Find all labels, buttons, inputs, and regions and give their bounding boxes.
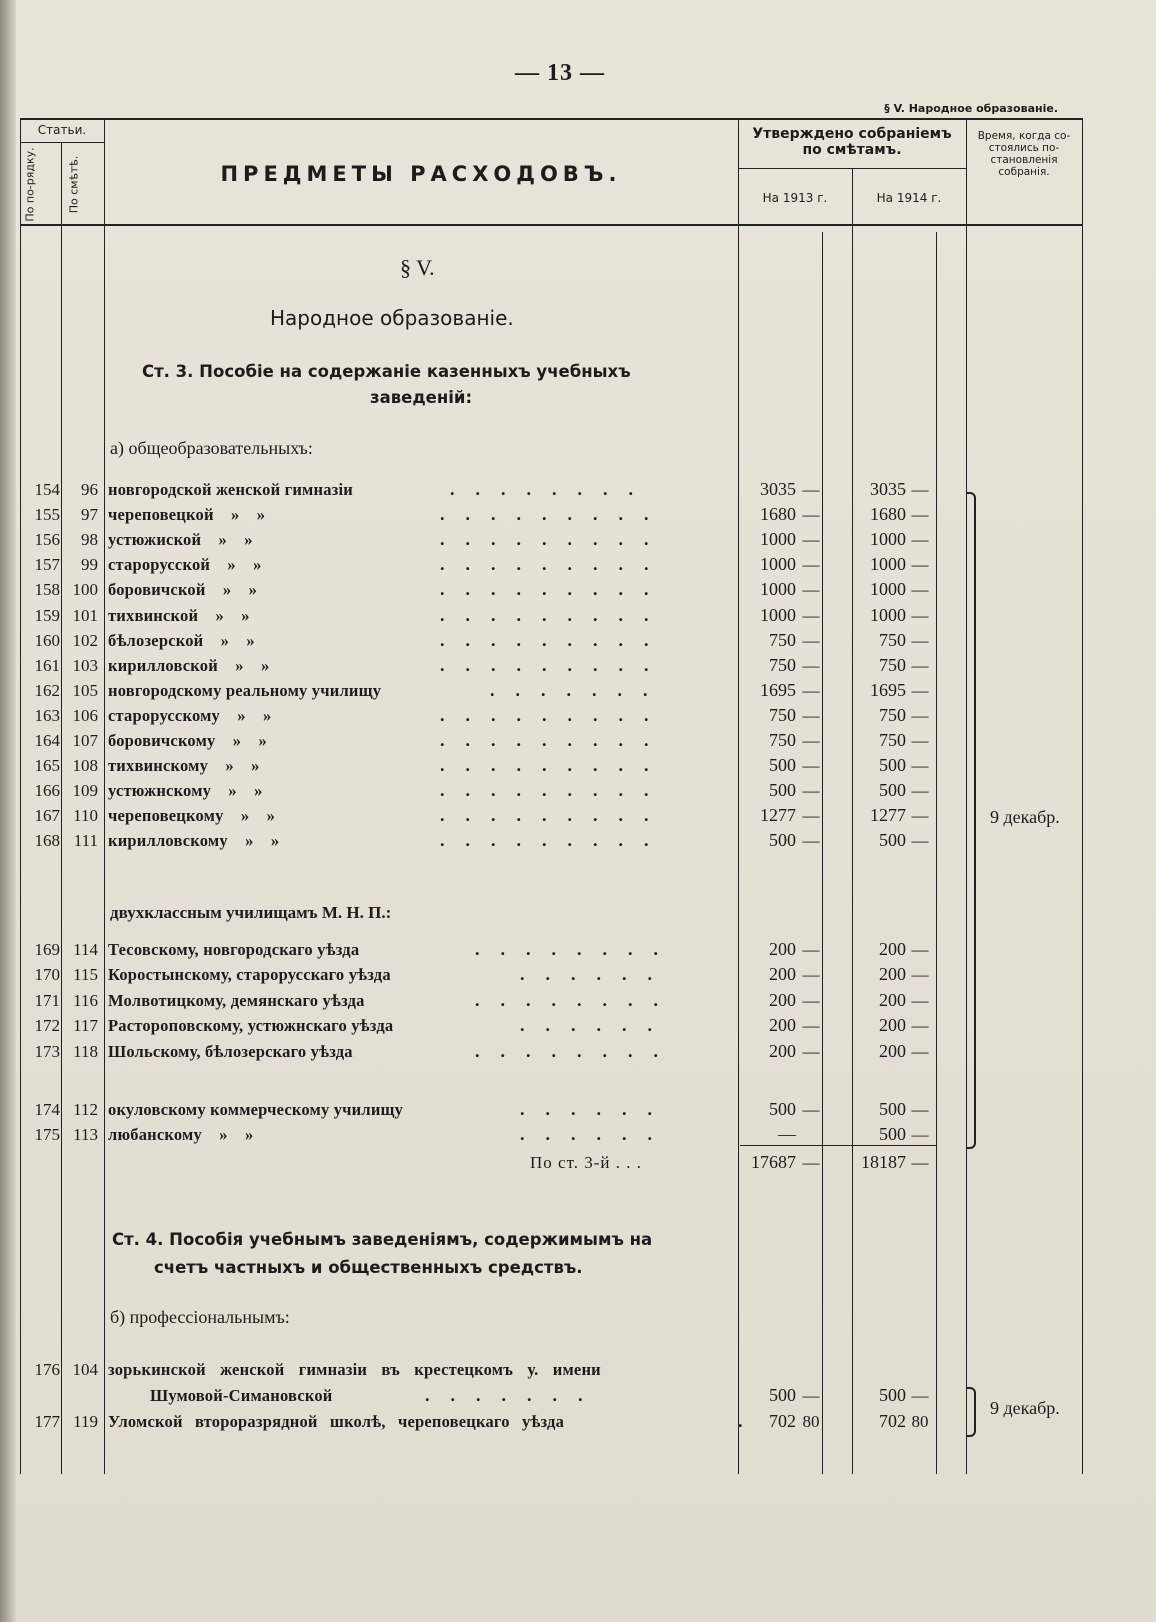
- value-1913-kop: —: [802, 630, 820, 650]
- table-row: [20, 1409, 935, 1434]
- value-1914-kop: —: [911, 1100, 929, 1119]
- value-1913: 500: [769, 830, 796, 851]
- item-name: Шольскому, бѣлозерскаго уѣзда: [108, 1041, 353, 1061]
- brace-1: [966, 492, 976, 1149]
- leader-dots: .: [738, 1411, 764, 1431]
- row-number: 171: [34, 990, 60, 1010]
- value-1913: 500: [769, 780, 796, 801]
- total-1914: 18187: [861, 1152, 906, 1172]
- estimate-number: 96: [81, 480, 98, 499]
- leader-dots: .........: [440, 780, 670, 801]
- row-number: 157: [34, 555, 60, 575]
- table-row: [20, 603, 935, 628]
- value-1913: 1000: [760, 529, 796, 550]
- value-1913: 750: [769, 629, 796, 650]
- item-name: Растороповскому, устюжнскаго уѣзда: [108, 1016, 394, 1036]
- estimate-number: 108: [72, 756, 98, 776]
- row-number: 154: [34, 480, 60, 499]
- header-bottom-rule: [20, 224, 1082, 226]
- value-1914-kop: —: [911, 705, 929, 725]
- col-line-6: [936, 232, 937, 1474]
- value-1913-kop: —: [802, 1100, 820, 1119]
- value-1914-kop: —: [911, 781, 929, 801]
- header-po-poryadku: По по-рядку.: [23, 147, 37, 222]
- row-number: 170: [34, 965, 60, 985]
- leader-dots: ......: [520, 1124, 673, 1144]
- table-row: [20, 1013, 935, 1038]
- row-number: 155: [34, 505, 60, 525]
- value-1913: 500: [769, 1099, 796, 1119]
- brace-2: [966, 1387, 976, 1437]
- table-row: [20, 502, 935, 527]
- estimate-number: 119: [73, 1412, 98, 1431]
- value-1914: 200: [879, 939, 906, 959]
- value-1914-kop: —: [911, 605, 929, 625]
- leader-dots: .........: [440, 529, 670, 550]
- item-name: бѣлозерской » »: [108, 630, 255, 650]
- col-line-8: [1082, 118, 1083, 1474]
- value-1913: 200: [769, 1040, 796, 1061]
- value-1914-kop: —: [911, 940, 929, 959]
- value-1913: 702: [769, 1411, 796, 1431]
- estimate-number: 111: [73, 831, 98, 851]
- value-1913-kop: —: [802, 480, 820, 499]
- estimate-number: 115: [73, 965, 98, 985]
- item-name: устюжиской » »: [108, 530, 253, 550]
- item-name: старорусскому » »: [108, 705, 272, 725]
- brace-label-2: 9 декабр.: [990, 1398, 1060, 1418]
- value-1913: 750: [769, 704, 796, 725]
- table-row: [20, 937, 935, 962]
- table-row: [20, 1383, 935, 1408]
- item-name: новгородскому реальному училищу: [108, 680, 382, 700]
- table-row: [20, 753, 935, 778]
- row-number: 167: [34, 806, 60, 826]
- estimate-number: 109: [72, 781, 98, 801]
- value-1913: —: [778, 1124, 796, 1144]
- table-row: [20, 1039, 935, 1064]
- leader-dots: ......: [520, 964, 673, 985]
- st4-title-line1: Ст. 4. Пособія учебнымъ заведеніямъ, содержимымъ на: [112, 1230, 653, 1249]
- row-number: 172: [34, 1016, 60, 1036]
- table-row: [20, 1097, 935, 1122]
- value-1914-kop: —: [911, 1041, 929, 1061]
- value-1914-kop: —: [911, 965, 929, 985]
- item-name: устюжнскому » »: [108, 781, 263, 801]
- section-sign: § V.: [400, 255, 435, 280]
- value-1914: 500: [879, 780, 906, 801]
- leader-dots: ........: [450, 479, 654, 499]
- row-number: 174: [34, 1100, 60, 1119]
- row-number: 166: [34, 781, 60, 801]
- table-row: [20, 1122, 935, 1147]
- statyi-rule: [20, 142, 104, 143]
- value-1913-kop: —: [802, 940, 820, 959]
- leader-dots: .........: [440, 755, 670, 776]
- value-1913-kop: —: [802, 1041, 820, 1061]
- st3-title-line1: Ст. 3. Пособіе на содержаніе казенныхъ учебныхъ: [142, 362, 631, 381]
- estimate-number: 113: [73, 1125, 98, 1144]
- leader-dots: .......: [490, 679, 669, 700]
- subhead-b: б) профессіональнымъ:: [110, 1307, 290, 1327]
- row-number: 169: [34, 940, 60, 959]
- row-number: 164: [34, 731, 60, 750]
- total-1914-kop: —: [911, 1153, 929, 1172]
- value-1914: 3035: [870, 479, 906, 499]
- value-1914-kop: —: [911, 480, 929, 499]
- value-1913: 200: [769, 1015, 796, 1036]
- item-name: кирилловскому » »: [108, 831, 280, 851]
- row-number: 161: [34, 655, 60, 675]
- value-1914: 750: [879, 730, 906, 750]
- table-row: [20, 653, 935, 678]
- total-top-rule: [740, 1145, 936, 1146]
- value-1913-kop: —: [802, 555, 820, 575]
- estimate-number: 99: [81, 555, 98, 575]
- value-1913: 500: [769, 1385, 796, 1405]
- value-1914-kop: —: [911, 530, 929, 550]
- value-1913-kop: —: [802, 1386, 820, 1405]
- value-1914: 750: [879, 704, 906, 725]
- table-row: [20, 703, 935, 728]
- leader-dots: .........: [440, 554, 670, 575]
- value-1914-kop: —: [911, 655, 929, 675]
- table-row: [20, 527, 935, 552]
- header-year-1914: На 1914 г.: [876, 191, 942, 205]
- row-number: 156: [34, 530, 60, 550]
- item-name: боровичскому » »: [108, 731, 267, 750]
- value-1913: 1000: [760, 579, 796, 600]
- value-1913-kop: —: [802, 505, 820, 525]
- row-number: 162: [34, 680, 60, 700]
- value-1913: 1277: [760, 805, 796, 826]
- item-name: старорусской » »: [108, 555, 262, 575]
- value-1914: 1695: [870, 679, 906, 700]
- table-row: [20, 988, 935, 1013]
- value-1913: 1680: [760, 504, 796, 525]
- value-1914-kop: —: [911, 1125, 929, 1144]
- section-title: Народное образованіе.: [270, 306, 514, 330]
- item-name: тихвинской » »: [108, 605, 250, 625]
- value-1914: 750: [879, 654, 906, 675]
- table-row: [20, 628, 935, 653]
- estimate-number: 114: [73, 940, 98, 959]
- value-1914-kop: —: [911, 580, 929, 600]
- estimate-number: 98: [81, 530, 98, 550]
- value-1914-kop: —: [911, 555, 929, 575]
- value-1914-kop: —: [911, 731, 929, 750]
- table-row: [20, 803, 935, 828]
- value-1914: 1000: [870, 579, 906, 600]
- table-row: [20, 577, 935, 602]
- value-1914: 500: [879, 1099, 906, 1119]
- leader-dots: ........: [475, 989, 679, 1010]
- value-1913: 3035: [760, 479, 796, 499]
- value-1913-kop: —: [802, 781, 820, 801]
- value-1913-kop: —: [802, 530, 820, 550]
- item-name: любанскому » »: [108, 1125, 254, 1144]
- row-number: 175: [34, 1125, 60, 1144]
- value-1913: 750: [769, 730, 796, 750]
- value-1914-kop: —: [911, 990, 929, 1010]
- total-1913: 17687: [751, 1152, 796, 1172]
- estimate-number: 103: [72, 655, 98, 675]
- estimate-number: 97: [81, 505, 98, 525]
- brace-label-1: 9 декабр.: [990, 807, 1060, 827]
- estimate-number: 118: [73, 1041, 98, 1061]
- value-1914-kop: —: [911, 680, 929, 700]
- leader-dots: .........: [440, 805, 670, 826]
- table-row: [20, 477, 935, 502]
- item-name: Коростынскому, старорусскаго уѣзда: [108, 965, 391, 985]
- item-name: Тесовскому, новгородскаго уѣзда: [108, 940, 360, 959]
- value-1914: 200: [879, 989, 906, 1010]
- leader-dots: .........: [440, 604, 670, 625]
- leader-dots: ......: [520, 1099, 673, 1119]
- value-1913: 750: [769, 654, 796, 675]
- estimate-number: 101: [72, 605, 98, 625]
- leader-dots: .........: [440, 830, 670, 851]
- estimate-number: 112: [73, 1100, 98, 1119]
- value-1914-kop: —: [911, 1016, 929, 1036]
- estimate-number: 117: [73, 1016, 98, 1036]
- row-number: 159: [34, 605, 60, 625]
- total-1913-kop: —: [802, 1153, 820, 1172]
- item-name: череповецкой » »: [108, 505, 266, 525]
- item-name: новгородской женской гимназіи: [108, 480, 353, 499]
- row-number: 160: [34, 630, 60, 650]
- table-top-rule: [20, 118, 1082, 120]
- value-1914-kop: —: [911, 806, 929, 826]
- value-1914: 1000: [870, 554, 906, 575]
- value-1914: 500: [879, 1385, 906, 1405]
- value-1913: 200: [769, 939, 796, 959]
- row-number: 163: [34, 705, 60, 725]
- row-number: 168: [34, 831, 60, 851]
- row-number: 176: [34, 1360, 60, 1379]
- item-name: череповецкому » »: [108, 806, 276, 826]
- estimate-number: 100: [72, 580, 98, 600]
- value-1914: 1680: [870, 504, 906, 525]
- value-1914: 500: [879, 830, 906, 851]
- value-1913-kop: —: [802, 680, 820, 700]
- table-row: [20, 828, 935, 853]
- value-1914-kop: —: [911, 630, 929, 650]
- value-1913-kop: —: [802, 580, 820, 600]
- value-1914: 200: [879, 964, 906, 985]
- value-1914: 1277: [870, 805, 906, 826]
- leader-dots: .........: [440, 579, 670, 600]
- st3-title-line2: заведеній:: [370, 388, 473, 407]
- value-1914-kop: —: [911, 831, 929, 851]
- header-po-smete: По смѣтѣ.: [67, 155, 81, 214]
- value-1913-kop: —: [802, 756, 820, 776]
- estimate-number: 104: [72, 1360, 98, 1379]
- subhead-a: а) общеобразовательныхъ:: [110, 438, 313, 458]
- value-1913-kop: —: [802, 1016, 820, 1036]
- estimate-number: 107: [72, 731, 98, 750]
- value-1914: 1000: [870, 529, 906, 550]
- page-binding-edge: [0, 0, 16, 1622]
- value-1913-kop: —: [802, 655, 820, 675]
- table-row: [20, 962, 935, 987]
- table-row: [20, 552, 935, 577]
- header-approved: Утверждено собраніемъ по смѣтамъ.: [752, 126, 952, 159]
- page-number: — 13 —: [515, 60, 605, 86]
- header-statyi: Статьи.: [37, 123, 87, 137]
- item-name: кирилловской » »: [108, 655, 270, 675]
- value-1914: 500: [879, 1124, 906, 1144]
- value-1914-kop: —: [911, 505, 929, 525]
- value-1913-kop: —: [802, 705, 820, 725]
- leader-dots: .........: [440, 504, 670, 525]
- header-title: ПРЕДМЕТЫ РАСХОДОВЪ.: [220, 162, 622, 186]
- estimate-number: 110: [73, 806, 98, 826]
- value-1913-kop: —: [802, 731, 820, 750]
- value-1913-kop: —: [802, 605, 820, 625]
- leader-dots: .......: [425, 1385, 604, 1405]
- value-1913: 1000: [760, 554, 796, 575]
- estimate-number: 106: [72, 705, 98, 725]
- subhead-mnp: двухклассным училищамъ М. Н. П.:: [110, 903, 392, 922]
- leader-dots: ........: [475, 939, 679, 959]
- leader-dots: ........: [475, 1040, 679, 1061]
- value-1913: 500: [769, 755, 796, 776]
- row-number: 158: [34, 580, 60, 600]
- estimate-number: 105: [72, 680, 98, 700]
- table-row: [20, 778, 935, 803]
- header-time: Время, когда со-стоялись по-становленія собранія.: [977, 130, 1071, 179]
- value-1914-kop: —: [911, 756, 929, 776]
- row-number: 165: [34, 756, 60, 776]
- value-1914: 702: [879, 1411, 906, 1431]
- value-1914: 200: [879, 1015, 906, 1036]
- value-1913: 1695: [760, 679, 796, 700]
- value-1914: 1000: [870, 604, 906, 625]
- table-row: [20, 1357, 935, 1382]
- value-1913-kop: —: [802, 831, 820, 851]
- leader-dots: .........: [440, 704, 670, 725]
- running-header: § V. Народное образованіе.: [884, 102, 1058, 115]
- total-label: По ст. 3-й . . .: [530, 1153, 642, 1172]
- header-year-1913: На 1913 г.: [762, 191, 828, 205]
- leader-dots: .........: [440, 629, 670, 650]
- value-1914: 500: [879, 755, 906, 776]
- leader-dots: ......: [520, 1015, 673, 1036]
- item-name: боровичской » »: [108, 580, 258, 600]
- item-name: окуловскому коммерческому училищу: [108, 1100, 404, 1119]
- leader-dots: .........: [440, 730, 670, 750]
- total-row: [20, 1150, 935, 1175]
- value-1913: 200: [769, 989, 796, 1010]
- item-name: Уломской второразрядной школѣ, череповецкаго уѣзда: [108, 1412, 565, 1431]
- leader-dots: .........: [440, 654, 670, 675]
- item-name: Молвотицкому, демянскаго уѣзда: [108, 990, 365, 1010]
- value-1913: 1000: [760, 604, 796, 625]
- value-1914-kop: 80: [911, 1412, 929, 1431]
- value-1913-kop: —: [802, 965, 820, 985]
- item-name: зорькинской женской гимназіи въ крестецкомъ у. имени: [108, 1360, 601, 1379]
- value-1914: 200: [879, 1040, 906, 1061]
- item-name: тихвинскому » »: [108, 756, 260, 776]
- st4-title-line2: счетъ частныхъ и общественныхъ средствъ.: [154, 1258, 583, 1277]
- value-1914-kop: —: [911, 1386, 929, 1405]
- row-number: 173: [34, 1041, 60, 1061]
- table-row: [20, 728, 935, 753]
- table-row: [20, 678, 935, 703]
- value-1913-kop: —: [802, 806, 820, 826]
- estimate-number: 102: [72, 630, 98, 650]
- value-1913-kop: 80: [802, 1412, 820, 1431]
- value-1913: 200: [769, 964, 796, 985]
- row-number: 177: [34, 1412, 60, 1431]
- estimate-number: 116: [73, 990, 98, 1010]
- value-1913-kop: —: [802, 990, 820, 1010]
- value-1914: 750: [879, 629, 906, 650]
- item-name-cont: Шумовой-Симановской: [150, 1386, 333, 1405]
